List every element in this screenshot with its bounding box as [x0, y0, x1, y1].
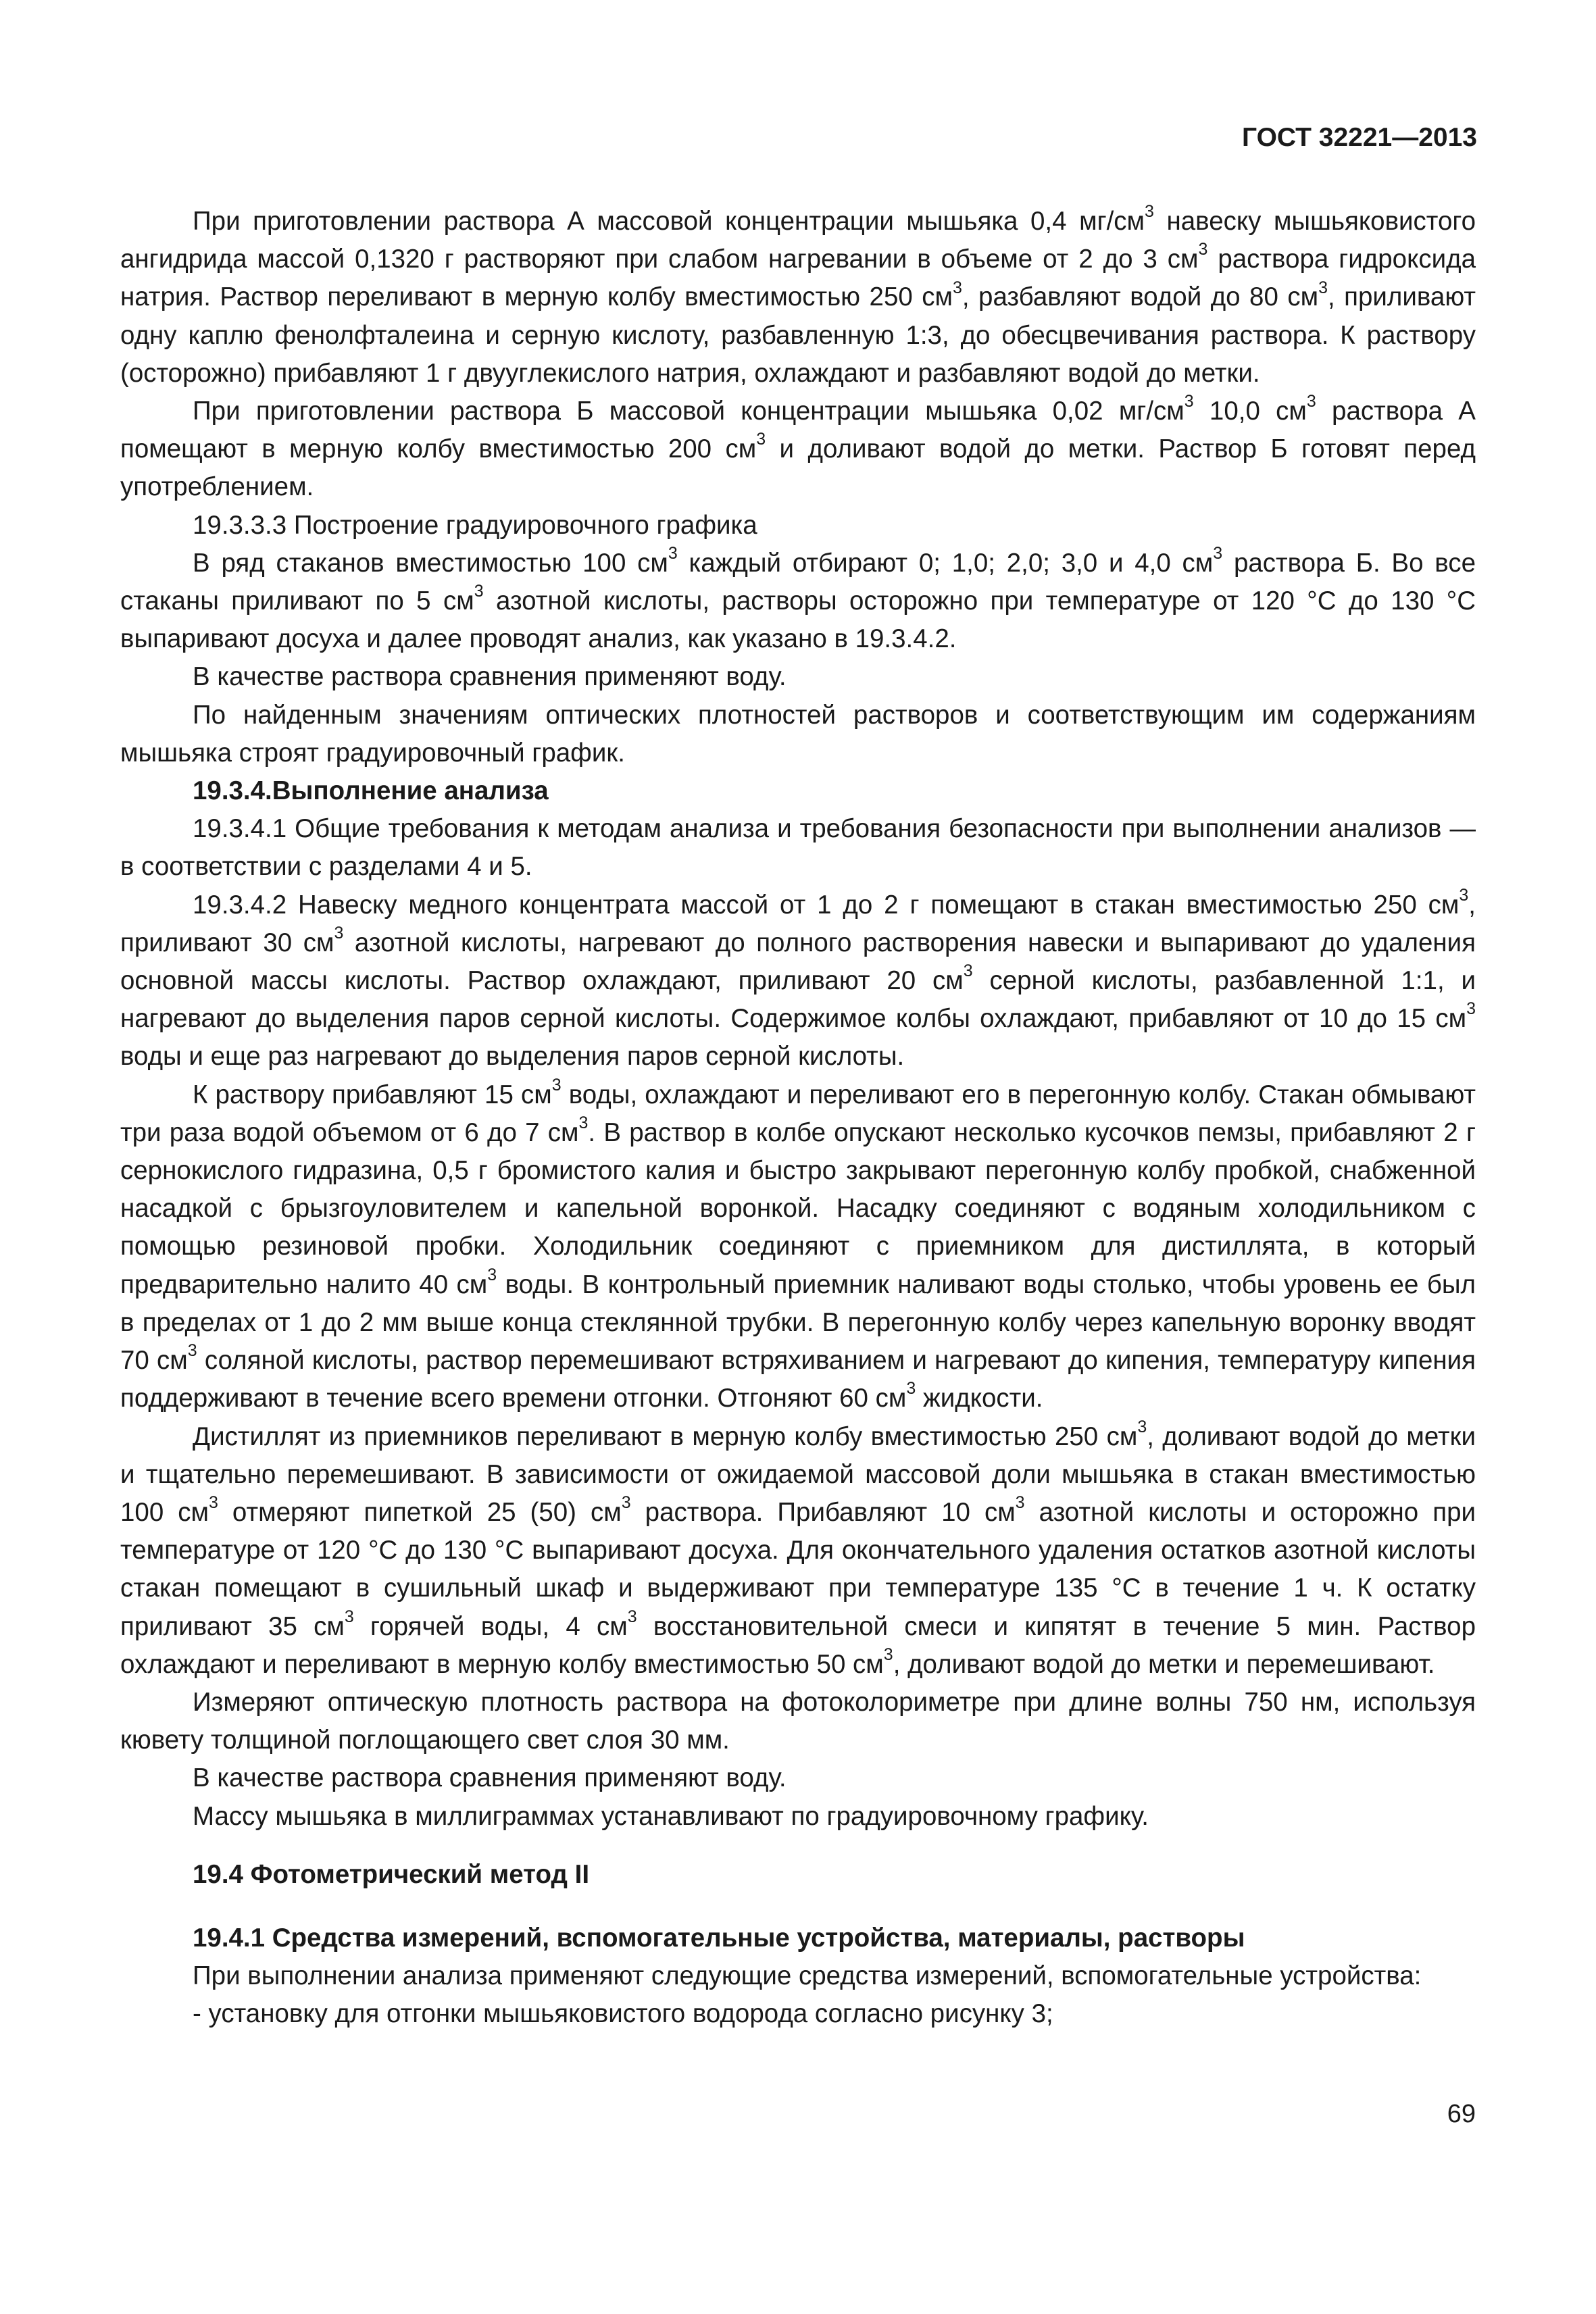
- paragraph: Измеряют оптическую плотность раствора на фотоколориметре при длине волны 750 нм, используя кювету толщиной поглощающего свет слоя 30 мм.: [120, 1687, 1476, 1755]
- document-code: ГОСТ 32221—2013: [1242, 123, 1477, 152]
- paragraph: В ряд стаканов вместимостью 100 $см^3$ каждый отбирают 0; 1,0; 2,0; 3,0 и 4,0 $см^3$ раствора Б. Во все стаканы приливают по 5 $см^3$ азотной кислоты, растворы осторожно при температуре от 120 °С до 130 °С выпаривают досуха и далее проводят анализ, как указано в 19.3.4.2.: [120, 544, 1476, 654]
- page-number: 69: [1447, 2100, 1476, 2128]
- paragraph: В качестве раствора сравнения применяют воду.: [193, 1763, 787, 1793]
- paragraph: Дистиллят из приемников переливают в мерную колбу вместимостью 250 $см^3$, доливают водой до метки и тщательно перемешивают. В зависимости от ожидаемой массовой доли мышьяка в стакан вместимостью 100 $см^3$ отмеряют пипеткой 25 (50) $см^3$ раствора. Прибавляют 10 $см^3$ азотной кислоты и осторожно при температуре от 120 °С до 130 °С выпаривают досуха. Для окончательного удаления остатков азотной кислоты стакан помещают в сушильный шкаф и выдерживают при температуре 135 °С в течение 1 ч. К остатку приливают 35 $см^3$ горячей воды, 4 $см^3$ восстановительной смеси и кипятят в течение 5 мин. Раствор охлаждают и переливают в мерную колбу вместимостью 50 $см^3$, доливают водой до метки и перемешивают.: [120, 1417, 1476, 1679]
- paragraph: При приготовлении раствора Б массовой концентрации мышьяка 0,02 $мг/см^3$ 10,0 $см^3$ раствора А помещают в мерную колбу вместимостью 200 $см^3$ и доливают водой до метки. Раствор Б готовят перед употреблением.: [120, 392, 1476, 502]
- paragraph: К раствору прибавляют 15 $см^3$ воды, охлаждают и переливают его в перегонную колбу. Стакан обмывают три раза водой объемом от 6 до 7 $см^3$. В раствор в колбе опускают несколько кусочков пемзы, прибавляют 2 г сернокислого гидразина, 0,5 г бромистого калия и быстро закрывают перегонную колбу пробкой, снабженной насадкой с брызгоуловителем и капельной воронкой. Насадку соединяют с водяным холодильником с помощью резиновой пробки. Холодильник соединяют с приемником для дистиллята, в который предварительно налито 40 $см^3$ воды. В контрольный приемник наливают воды столько, чтобы уровень ее был в пределах от 1 до 2 мм выше конца стеклянной трубки. В перегонную колбу через капельную воронку вводят 70 $см^3$ соляной кислоты, раствор перемешивают встряхиванием и нагревают до кипения, температуру кипения поддерживают в течение всего времени отгонки. Отгоняют 60 $см^3$ жидкости.: [120, 1075, 1476, 1413]
- paragraph: По найденным значениям оптических плотностей растворов и соответствующим им содержаниям мышьяка строят градуировочный график.: [120, 700, 1476, 768]
- paragraph: 19.3.4.2 Навеску медного концентрата массой от 1 до 2 г помещают в стакан вместимостью 250 $см^3$, приливают 30 $см^3$ азотной кислоты, нагревают до полного растворения навески и выпаривают до удаления основной массы кислоты. Раствор охлаждают, приливают 20 $см^3$ серной кислоты, разбавленной 1:1, и нагревают до выделения паров серной кислоты. Содержимое колбы охлаждают, прибавляют от 10 до 15 $см^3$ воды и еще раз нагревают до выделения паров серной кислоты.: [120, 885, 1476, 1072]
- paragraph: При приготовлении раствора А массовой концентрации мышьяка 0,4 $мг/см^3$ навеску мышьяковистого ангидрида массой 0,1320 г растворяют при слабом нагревании в объеме от 2 до 3 $см^3$ раствора гидроксида натрия. Раствор переливают в мерную колбу вместимостью 250 $см^3$, разбавляют водой до 80 $см^3$, приливают одну каплю фенолфталеина и серную кислоту, разбавленную 1:3, до обесцвечивания раствора. К раствору (осторожно) прибавляют 1 г двууглекислого натрия, охлаждают и разбавляют водой до метки.: [120, 202, 1476, 388]
- paragraph: 19.3.4.1 Общие требования к методам анализа и требования безопасности при выполнении анализов — в соответствии с разделами 4 и 5.: [120, 814, 1476, 882]
- subsection-title: 19.3.3.3 Построение градуировочного графика: [193, 510, 757, 540]
- section-heading: 19.4.1 Средства измерений, вспомогательные устройства, материалы, растворы: [193, 1923, 1245, 1953]
- section-heading: 19.4 Фотометрический метод II: [193, 1859, 590, 1889]
- section-heading: 19.3.4.Выполнение анализа: [193, 776, 549, 806]
- document-body: [120, 203, 1476, 2034]
- paragraph: В качестве раствора сравнения применяют воду.: [193, 662, 787, 692]
- list-item: - установку для отгонки мышьяковистого водорода согласно рисунку 3;: [193, 1999, 1053, 2029]
- paragraph: При выполнении анализа применяют следующие средства измерений, вспомогательные устройства:: [193, 1961, 1422, 1991]
- paragraph: Массу мышьяка в миллиграммах устанавливают по градуировочному графику.: [193, 1801, 1149, 1831]
